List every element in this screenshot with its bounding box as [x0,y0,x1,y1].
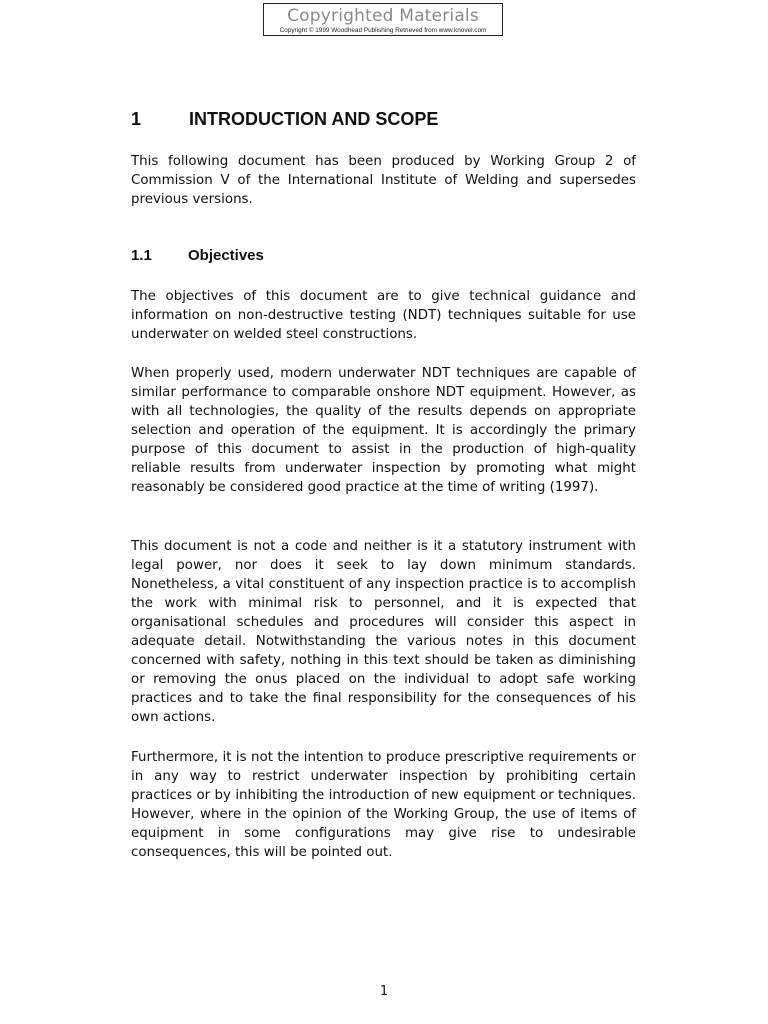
subsection-number: 1.1 [131,247,152,264]
copyright-banner [263,3,503,36]
section-number: 1 [131,109,142,129]
safety-paragraph: This document is not a code and neither is it a statutory instrument with legal power, nor does it seek to lay down minimum standards. Nonetheless, a vital constituent of any inspection practice is to accomplish the work with minimal risk to personnel, and it is expected that organisational schedules and procedures will consider this aspect in adequate detail. Notwithstanding the various notes in this document concerned with safety, nothing in this text should be taken as diminishing or removing the onus placed on the individual to adopt safe working practices and to take the final responsibility for the consequences of his own actions. [131,539,636,725]
page-number: 1 [379,984,389,999]
subsection-title: Objectives [188,247,264,264]
copyright-banner-title: Copyrighted Materials [287,6,479,26]
intro-paragraph: This following document has been produced by Working Group 2 of Commission V of the International Institute of Welding and supersedes previous versions. [131,154,636,207]
performance-paragraph: When properly used, modern underwater NDT techniques are capable of similar performance to comparable onshore NDT equipment. However, as with all technologies, the quality of the results depends on appropriate selection and operation of the equipment. It is accordingly the primary purpose of this document to assist in the production of high-quality reliable results from underwater inspection by promoting what might reasonably be considered good practice at the time of writing (1997). [131,366,636,495]
furthermore-paragraph: Furthermore, it is not the intention to produce prescriptive requirements or in any way to restrict underwater inspection by prohibiting certain practices or by inhibiting the introduction of new equipment or techniques. However, where in the opinion of the Working Group, the use of items of equipment in some configurations may give rise to undesirable consequences, this will be pointed out. [131,750,636,860]
section-title: INTRODUCTION AND SCOPE [189,109,439,129]
copyright-notice: Copyright © 1999 Woodhead Publishing Retrieved from www.knovel.com [279,27,487,34]
objectives-paragraph: The objectives of this document are to give technical guidance and information on non-destructive testing (NDT) techniques suitable for use underwater on welded steel constructions. [131,289,636,342]
